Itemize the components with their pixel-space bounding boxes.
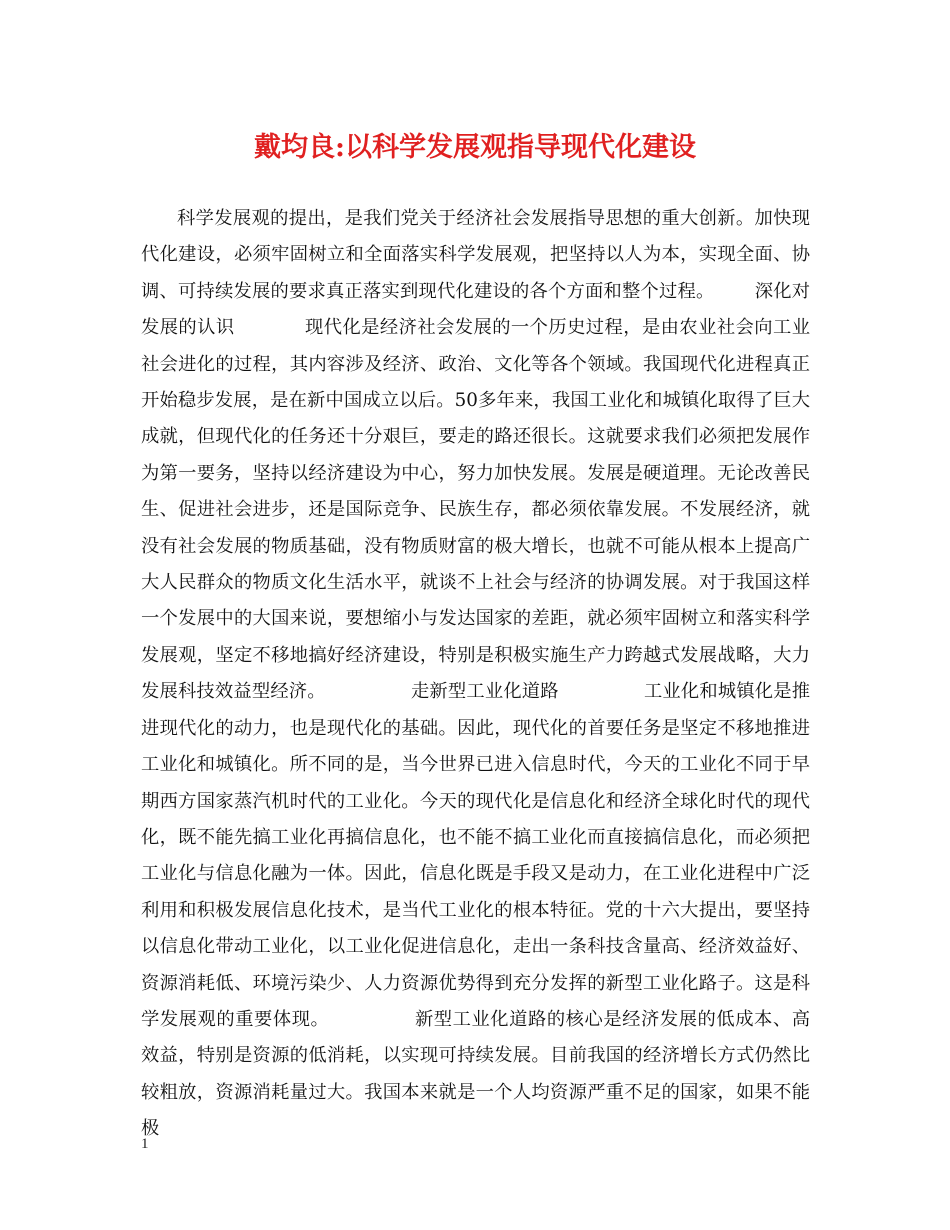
document-body (141, 201, 810, 1148)
paragraph-core: 新型工业化道路的核心是经济发展的低成本、高效益，特别是资源的低消耗，以实现可持续发展。目前我国的经济增长方式仍然比较粗放，资源消耗量过大。我国本来就是一个人均资源严重不足的国家，如果不能极 (141, 1008, 811, 1140)
paragraph-industrialization: 工业化和城镇化是推进现代化的动力，也是现代化的基础。因此，现代化的首要任务是坚定不移地推进工业化和城镇化。所不同的是，当今世界已进入信息时代，今天的工业化不同于早期西方国家蒸汽机时代的工业化。今天的现代化是信息化和经济全球化时代的现代化，既不能先搞工业化再搞信息化，也不能不搞工业化而直接搞信息化，而必须把工业化与信息化融为一体。因此，信息化既是手段又是动力，在工业化进程中广泛利用和积极发展信息化技术，是当代工业化的根本特征。党的十六大提出，要坚持以信息化带动工业化，以工业化促进信息化，走出一条科技含量高、经济效益好、资源消耗低、环境污染少、人力资源优势得到充分发挥的新型工业化路子。这是科学发展观的重要体现。 (141, 681, 811, 1030)
section-heading-new-industrialization: 走新型工业化道路 (410, 681, 559, 703)
paragraph-intro: 科学发展观的提出，是我们党关于经济社会发展指导思想的重大创新。加快现代化建设，必须牢固树立和全面落实科学发展观，把坚持以人为本，实现全面、协调、可持续发展的要求真正落实到现代化建设的各个方面和整个过程。 (141, 208, 810, 302)
page-number: 1 (141, 1136, 149, 1152)
document-title: 戴均良:以科学发展观指导现代化建设 (254, 132, 696, 163)
section-heading-deepen-understanding: 深化对发展的认识 (141, 280, 810, 339)
paragraph-development: 现代化是经济社会发展的一个历史过程，是由农业社会向工业社会进化的过程，其内容涉及经济、政治、文化等各个领域。我国现代化进程真正开始稳步发展，是在新中国成立以后。50多年来，我国工业化和城镇化取得了巨大成就，但现代化的任务还十分艰巨，要走的路还很长。这就要求我们必须把发展作为第一要务，坚持以经济建设为中心，努力加快发展。发展是硬道理。无论改善民生、促进社会进步，还是国际竞争、民族生存，都必须依靠发展。不发展经济，就没有社会发展的物质基础，没有物质财富的极大增长，也就不可能从根本上提高广大人民群众的物质文化生活水平，就谈不上社会与经济的协调发展。对于我国这样一个发展中的大国来说，要想缩小与发达国家的差距，就必须牢固树立和落实科学发展观，坚定不移地搞好经济建设，特别是积极实施生产力跨越式发展战略，大力发展科技效益型经济。 (141, 317, 810, 703)
